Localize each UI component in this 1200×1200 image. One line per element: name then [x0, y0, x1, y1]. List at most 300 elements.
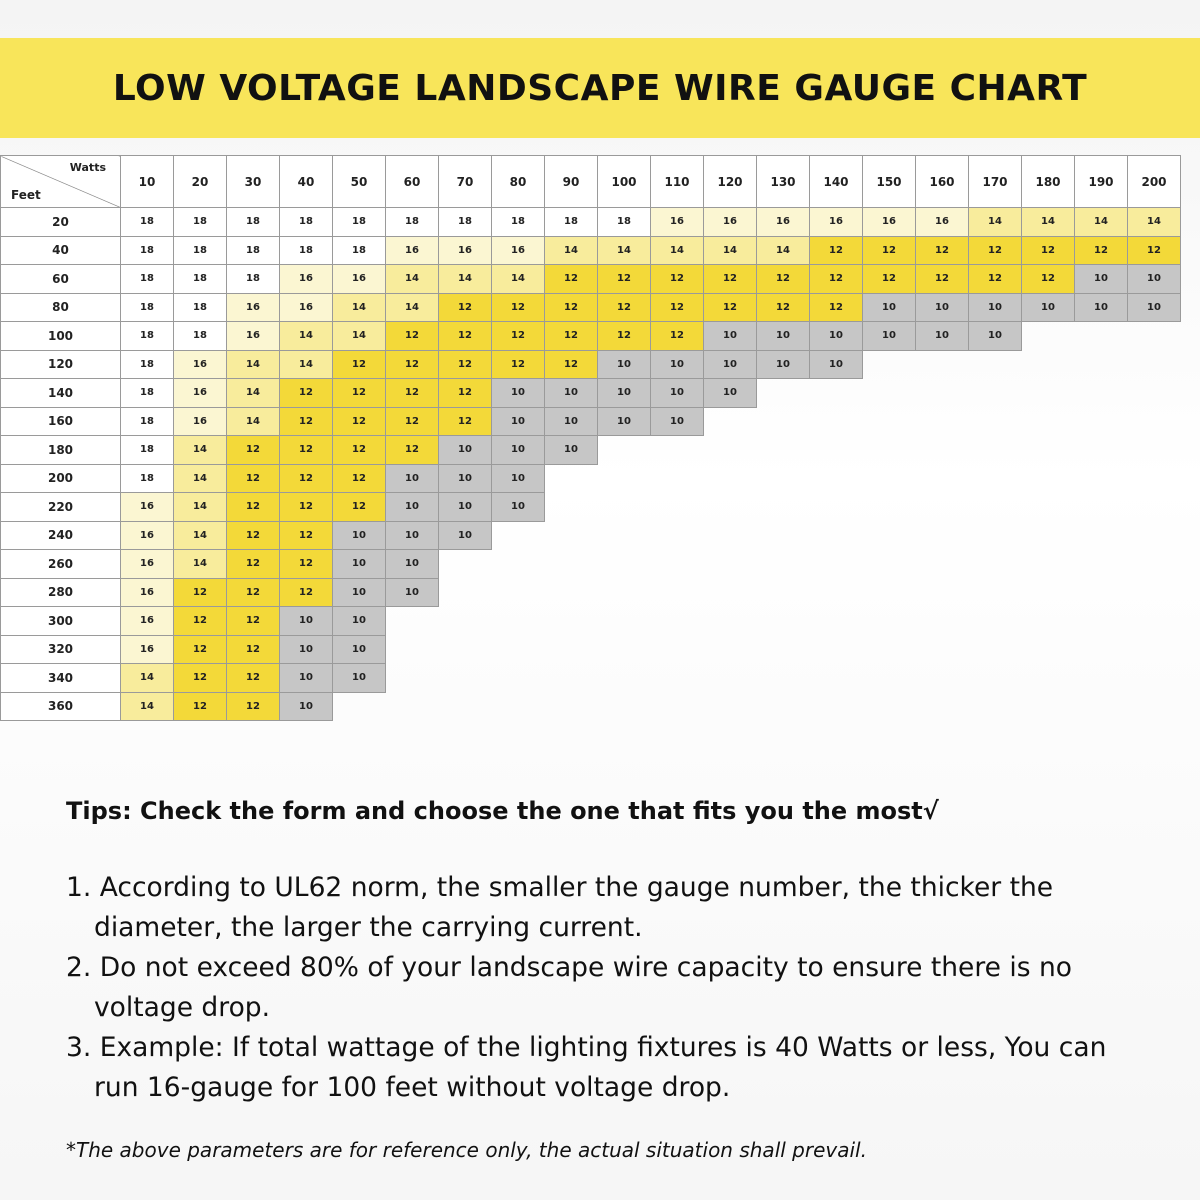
- gauge-cell: 12: [969, 236, 1022, 265]
- empty-cell: [704, 607, 757, 636]
- table-row: [1, 379, 1181, 408]
- gauge-cell: 10: [916, 293, 969, 322]
- gauge-cell: 12: [280, 436, 333, 465]
- note-item: [66, 868, 1166, 948]
- table-row: [1, 521, 1181, 550]
- gauge-cell: 16: [863, 208, 916, 237]
- gauge-cell: 14: [280, 350, 333, 379]
- empty-cell: [545, 493, 598, 522]
- gauge-cell: 10: [439, 436, 492, 465]
- empty-cell: [704, 407, 757, 436]
- empty-cell: [1075, 379, 1128, 408]
- empty-cell: [757, 578, 810, 607]
- gauge-cell: 18: [280, 236, 333, 265]
- gauge-cell: 12: [280, 493, 333, 522]
- gauge-cell: 10: [651, 379, 704, 408]
- note-line: 1. According to UL62 norm, the smaller the gauge number, the thicker the: [66, 872, 1054, 903]
- watts-header-cell: 60: [386, 156, 439, 208]
- empty-cell: [1075, 607, 1128, 636]
- gauge-cell: 14: [598, 236, 651, 265]
- empty-cell: [598, 607, 651, 636]
- empty-cell: [651, 664, 704, 693]
- note-item: [66, 1028, 1166, 1108]
- empty-cell: [545, 692, 598, 721]
- watts-header-cell: 40: [280, 156, 333, 208]
- gauge-cell: 12: [1022, 265, 1075, 294]
- gauge-cell: 14: [174, 550, 227, 579]
- gauge-cell: 14: [333, 322, 386, 351]
- gauge-cell: 12: [280, 578, 333, 607]
- note-line: 3. Example: If total wattage of the lighting fixtures is 40 Watts or less, You can: [66, 1032, 1107, 1063]
- gauge-cell: 12: [651, 322, 704, 351]
- empty-cell: [651, 550, 704, 579]
- gauge-cell: 16: [121, 493, 174, 522]
- gauge-cell: 18: [439, 208, 492, 237]
- empty-cell: [1022, 664, 1075, 693]
- gauge-cell: 10: [439, 521, 492, 550]
- empty-cell: [1128, 550, 1181, 579]
- empty-cell: [969, 607, 1022, 636]
- gauge-cell: 12: [810, 265, 863, 294]
- gauge-cell: 18: [598, 208, 651, 237]
- empty-cell: [492, 550, 545, 579]
- empty-cell: [439, 692, 492, 721]
- gauge-cell: 16: [280, 293, 333, 322]
- gauge-cell: 10: [333, 550, 386, 579]
- empty-cell: [810, 578, 863, 607]
- gauge-cell: 18: [121, 379, 174, 408]
- watts-header-cell: 30: [227, 156, 280, 208]
- gauge-cell: 12: [174, 578, 227, 607]
- gauge-cell: 16: [121, 550, 174, 579]
- gauge-cell: 12: [1128, 236, 1181, 265]
- watts-header-cell: 120: [704, 156, 757, 208]
- feet-header-cell: 80: [1, 293, 121, 322]
- empty-cell: [1128, 521, 1181, 550]
- gauge-cell: 12: [439, 350, 492, 379]
- empty-cell: [1075, 664, 1128, 693]
- empty-cell: [916, 635, 969, 664]
- empty-cell: [757, 493, 810, 522]
- gauge-cell: 10: [439, 493, 492, 522]
- empty-cell: [704, 635, 757, 664]
- empty-cell: [969, 550, 1022, 579]
- gauge-cell: 12: [333, 350, 386, 379]
- empty-cell: [863, 379, 916, 408]
- empty-cell: [1075, 436, 1128, 465]
- empty-cell: [757, 550, 810, 579]
- gauge-cell: 14: [227, 350, 280, 379]
- gauge-cell: 12: [174, 692, 227, 721]
- table-row: [1, 464, 1181, 493]
- empty-cell: [598, 493, 651, 522]
- gauge-cell: 12: [598, 322, 651, 351]
- empty-cell: [598, 635, 651, 664]
- empty-cell: [863, 521, 916, 550]
- gauge-cell: 12: [280, 550, 333, 579]
- gauge-cell: 12: [492, 293, 545, 322]
- empty-cell: [757, 407, 810, 436]
- empty-cell: [810, 607, 863, 636]
- gauge-cell: 18: [333, 208, 386, 237]
- empty-cell: [1075, 635, 1128, 664]
- note-line-continued: diameter, the larger the carrying current.: [94, 912, 643, 943]
- empty-cell: [916, 521, 969, 550]
- gauge-cell: 10: [545, 407, 598, 436]
- empty-cell: [757, 664, 810, 693]
- gauge-cell: 10: [810, 322, 863, 351]
- gauge-cell: 10: [386, 578, 439, 607]
- gauge-cell: 16: [121, 607, 174, 636]
- gauge-cell: 16: [280, 265, 333, 294]
- gauge-cell: 10: [757, 350, 810, 379]
- empty-cell: [863, 664, 916, 693]
- gauge-cell: 12: [174, 607, 227, 636]
- empty-cell: [598, 436, 651, 465]
- table-row: [1, 436, 1181, 465]
- gauge-cell: 10: [492, 379, 545, 408]
- empty-cell: [386, 664, 439, 693]
- watts-header-cell: 180: [1022, 156, 1075, 208]
- empty-cell: [1022, 493, 1075, 522]
- feet-header-cell: 20: [1, 208, 121, 237]
- gauge-cell: 10: [333, 664, 386, 693]
- tips-heading: Tips: Check the form and choose the one that fits you the most√: [66, 797, 939, 825]
- gauge-cell: 10: [333, 607, 386, 636]
- gauge-cell: 18: [174, 322, 227, 351]
- empty-cell: [1022, 379, 1075, 408]
- gauge-cell: 14: [121, 664, 174, 693]
- empty-cell: [1022, 550, 1075, 579]
- gauge-cell: 12: [810, 236, 863, 265]
- gauge-cell: 10: [1128, 265, 1181, 294]
- gauge-cell: 16: [227, 293, 280, 322]
- gauge-cell: 12: [280, 464, 333, 493]
- empty-cell: [1128, 635, 1181, 664]
- gauge-cell: 14: [227, 379, 280, 408]
- empty-cell: [1128, 493, 1181, 522]
- header-row: [1, 156, 1181, 208]
- gauge-cell: 10: [280, 635, 333, 664]
- gauge-cell: 16: [227, 322, 280, 351]
- watts-header-cell: 200: [1128, 156, 1181, 208]
- empty-cell: [651, 464, 704, 493]
- gauge-cell: 12: [333, 407, 386, 436]
- gauge-cell: 10: [386, 521, 439, 550]
- empty-cell: [439, 607, 492, 636]
- gauge-cell: 10: [280, 692, 333, 721]
- gauge-cell: 10: [492, 407, 545, 436]
- empty-cell: [545, 550, 598, 579]
- gauge-cell: 12: [386, 350, 439, 379]
- gauge-cell: 14: [704, 236, 757, 265]
- empty-cell: [1075, 464, 1128, 493]
- gauge-cell: 10: [969, 293, 1022, 322]
- watts-header-cell: 90: [545, 156, 598, 208]
- gauge-cell: 12: [227, 635, 280, 664]
- empty-cell: [1128, 407, 1181, 436]
- gauge-cell: 12: [227, 493, 280, 522]
- watts-header-cell: 130: [757, 156, 810, 208]
- gauge-cell: 10: [333, 521, 386, 550]
- gauge-cell: 10: [545, 379, 598, 408]
- gauge-cell: 10: [492, 493, 545, 522]
- gauge-cell: 10: [651, 350, 704, 379]
- empty-cell: [757, 635, 810, 664]
- gauge-cell: 16: [121, 635, 174, 664]
- empty-cell: [916, 407, 969, 436]
- gauge-cell: 14: [280, 322, 333, 351]
- corner-cell: [1, 156, 121, 208]
- gauge-cell: 10: [757, 322, 810, 351]
- gauge-cell: 10: [704, 322, 757, 351]
- empty-cell: [1022, 407, 1075, 436]
- table-row: [1, 692, 1181, 721]
- gauge-cell: 12: [492, 350, 545, 379]
- gauge-cell: 12: [439, 322, 492, 351]
- gauge-cell: 12: [863, 265, 916, 294]
- gauge-cell: 12: [651, 293, 704, 322]
- watts-header-cell: 190: [1075, 156, 1128, 208]
- gauge-cell: 10: [492, 464, 545, 493]
- gauge-cell: 12: [545, 293, 598, 322]
- empty-cell: [810, 550, 863, 579]
- empty-cell: [492, 664, 545, 693]
- empty-cell: [704, 464, 757, 493]
- gauge-cell: 10: [280, 607, 333, 636]
- gauge-cell: 16: [492, 236, 545, 265]
- watts-header-cell: 160: [916, 156, 969, 208]
- empty-cell: [916, 578, 969, 607]
- feet-header-cell: 140: [1, 379, 121, 408]
- empty-cell: [492, 692, 545, 721]
- empty-cell: [757, 379, 810, 408]
- gauge-cell: 12: [757, 293, 810, 322]
- gauge-cell: 14: [121, 692, 174, 721]
- gauge-cell: 12: [333, 493, 386, 522]
- table-row: [1, 265, 1181, 294]
- gauge-cell: 14: [1075, 208, 1128, 237]
- empty-cell: [969, 493, 1022, 522]
- feet-header-cell: 160: [1, 407, 121, 436]
- empty-cell: [651, 578, 704, 607]
- empty-cell: [916, 607, 969, 636]
- empty-cell: [969, 692, 1022, 721]
- empty-cell: [916, 550, 969, 579]
- gauge-cell: 18: [121, 293, 174, 322]
- feet-header-cell: 120: [1, 350, 121, 379]
- empty-cell: [863, 350, 916, 379]
- gauge-cell: 14: [439, 265, 492, 294]
- empty-cell: [439, 664, 492, 693]
- gauge-cell: 12: [333, 379, 386, 408]
- empty-cell: [810, 692, 863, 721]
- empty-cell: [1128, 436, 1181, 465]
- note-line-continued: voltage drop.: [94, 992, 271, 1023]
- gauge-cell: 16: [174, 379, 227, 408]
- empty-cell: [810, 493, 863, 522]
- empty-cell: [757, 607, 810, 636]
- watts-header-cell: 150: [863, 156, 916, 208]
- gauge-cell: 10: [916, 322, 969, 351]
- gauge-cell: 12: [439, 407, 492, 436]
- table-row: [1, 293, 1181, 322]
- gauge-cell: 14: [1022, 208, 1075, 237]
- gauge-cell: 12: [704, 265, 757, 294]
- gauge-cell: 10: [386, 493, 439, 522]
- feet-header-cell: 340: [1, 664, 121, 693]
- empty-cell: [492, 635, 545, 664]
- gauge-cell: 18: [121, 464, 174, 493]
- empty-cell: [439, 578, 492, 607]
- empty-cell: [810, 379, 863, 408]
- empty-cell: [757, 464, 810, 493]
- gauge-cell: 12: [757, 265, 810, 294]
- gauge-cell: 12: [916, 236, 969, 265]
- empty-cell: [1128, 607, 1181, 636]
- gauge-cell: 18: [121, 265, 174, 294]
- empty-cell: [1075, 493, 1128, 522]
- gauge-cell: 12: [280, 379, 333, 408]
- gauge-cell: 14: [174, 493, 227, 522]
- empty-cell: [810, 635, 863, 664]
- gauge-cell: 12: [386, 379, 439, 408]
- empty-cell: [863, 407, 916, 436]
- empty-cell: [969, 436, 1022, 465]
- gauge-cell: 12: [651, 265, 704, 294]
- empty-cell: [1128, 322, 1181, 351]
- empty-cell: [1075, 578, 1128, 607]
- wire-gauge-table: [0, 155, 1181, 721]
- gauge-cell: 16: [174, 407, 227, 436]
- empty-cell: [545, 664, 598, 693]
- gauge-cell: 12: [333, 464, 386, 493]
- gauge-cell: 12: [386, 407, 439, 436]
- empty-cell: [492, 607, 545, 636]
- empty-cell: [651, 635, 704, 664]
- empty-cell: [863, 692, 916, 721]
- empty-cell: [492, 521, 545, 550]
- feet-header-cell: 280: [1, 578, 121, 607]
- empty-cell: [545, 578, 598, 607]
- empty-cell: [969, 635, 1022, 664]
- note-item: [66, 948, 1166, 1028]
- empty-cell: [439, 635, 492, 664]
- empty-cell: [810, 664, 863, 693]
- gauge-cell: 12: [333, 436, 386, 465]
- watts-header-cell: 10: [121, 156, 174, 208]
- empty-cell: [704, 578, 757, 607]
- gauge-cell: 16: [651, 208, 704, 237]
- empty-cell: [863, 436, 916, 465]
- empty-cell: [863, 578, 916, 607]
- gauge-cell: 18: [280, 208, 333, 237]
- watts-header-cell: 80: [492, 156, 545, 208]
- empty-cell: [1075, 322, 1128, 351]
- gauge-cell: 18: [227, 208, 280, 237]
- empty-cell: [863, 464, 916, 493]
- gauge-cell: 18: [174, 208, 227, 237]
- empty-cell: [1022, 635, 1075, 664]
- empty-cell: [492, 578, 545, 607]
- empty-cell: [863, 607, 916, 636]
- empty-cell: [704, 664, 757, 693]
- table-row: [1, 236, 1181, 265]
- empty-cell: [969, 664, 1022, 693]
- empty-cell: [704, 493, 757, 522]
- gauge-cell: 18: [174, 293, 227, 322]
- feet-header-cell: 300: [1, 607, 121, 636]
- empty-cell: [1128, 692, 1181, 721]
- empty-cell: [1075, 407, 1128, 436]
- gauge-cell: 12: [545, 265, 598, 294]
- empty-cell: [1022, 464, 1075, 493]
- table-row: [1, 664, 1181, 693]
- empty-cell: [651, 493, 704, 522]
- table-row: [1, 607, 1181, 636]
- gauge-cell: 12: [969, 265, 1022, 294]
- gauge-cell: 14: [651, 236, 704, 265]
- empty-cell: [598, 464, 651, 493]
- gauge-cell: 18: [492, 208, 545, 237]
- page-title: LOW VOLTAGE LANDSCAPE WIRE GAUGE CHART: [112, 67, 1088, 109]
- empty-cell: [1128, 379, 1181, 408]
- table-row: [1, 635, 1181, 664]
- gauge-cell: 10: [704, 350, 757, 379]
- empty-cell: [598, 521, 651, 550]
- empty-cell: [545, 635, 598, 664]
- gauge-cell: 14: [174, 521, 227, 550]
- gauge-cell: 14: [174, 464, 227, 493]
- empty-cell: [386, 607, 439, 636]
- empty-cell: [916, 379, 969, 408]
- gauge-cell: 16: [386, 236, 439, 265]
- gauge-cell: 10: [863, 293, 916, 322]
- empty-cell: [386, 692, 439, 721]
- empty-cell: [386, 635, 439, 664]
- gauge-cell: 12: [439, 293, 492, 322]
- watts-header-cell: 20: [174, 156, 227, 208]
- gauge-cell: 12: [545, 322, 598, 351]
- gauge-cell: 14: [969, 208, 1022, 237]
- gauge-cell: 12: [598, 293, 651, 322]
- gauge-cell: 12: [227, 578, 280, 607]
- gauge-cell: 18: [386, 208, 439, 237]
- gauge-cell: 16: [704, 208, 757, 237]
- gauge-cell: 18: [121, 407, 174, 436]
- empty-cell: [704, 550, 757, 579]
- empty-cell: [1075, 521, 1128, 550]
- gauge-cell: 10: [1075, 265, 1128, 294]
- watts-header-cell: 170: [969, 156, 1022, 208]
- gauge-cell: 16: [810, 208, 863, 237]
- empty-cell: [545, 464, 598, 493]
- empty-cell: [969, 521, 1022, 550]
- watts-header-cell: 140: [810, 156, 863, 208]
- gauge-cell: 12: [386, 436, 439, 465]
- gauge-cell: 14: [333, 293, 386, 322]
- empty-cell: [969, 350, 1022, 379]
- gauge-cell: 14: [227, 407, 280, 436]
- empty-cell: [757, 521, 810, 550]
- empty-cell: [1022, 521, 1075, 550]
- gauge-cell: 10: [1128, 293, 1181, 322]
- table-row: [1, 350, 1181, 379]
- gauge-cell: 16: [916, 208, 969, 237]
- gauge-cell: 12: [810, 293, 863, 322]
- empty-cell: [810, 436, 863, 465]
- feet-header-cell: 180: [1, 436, 121, 465]
